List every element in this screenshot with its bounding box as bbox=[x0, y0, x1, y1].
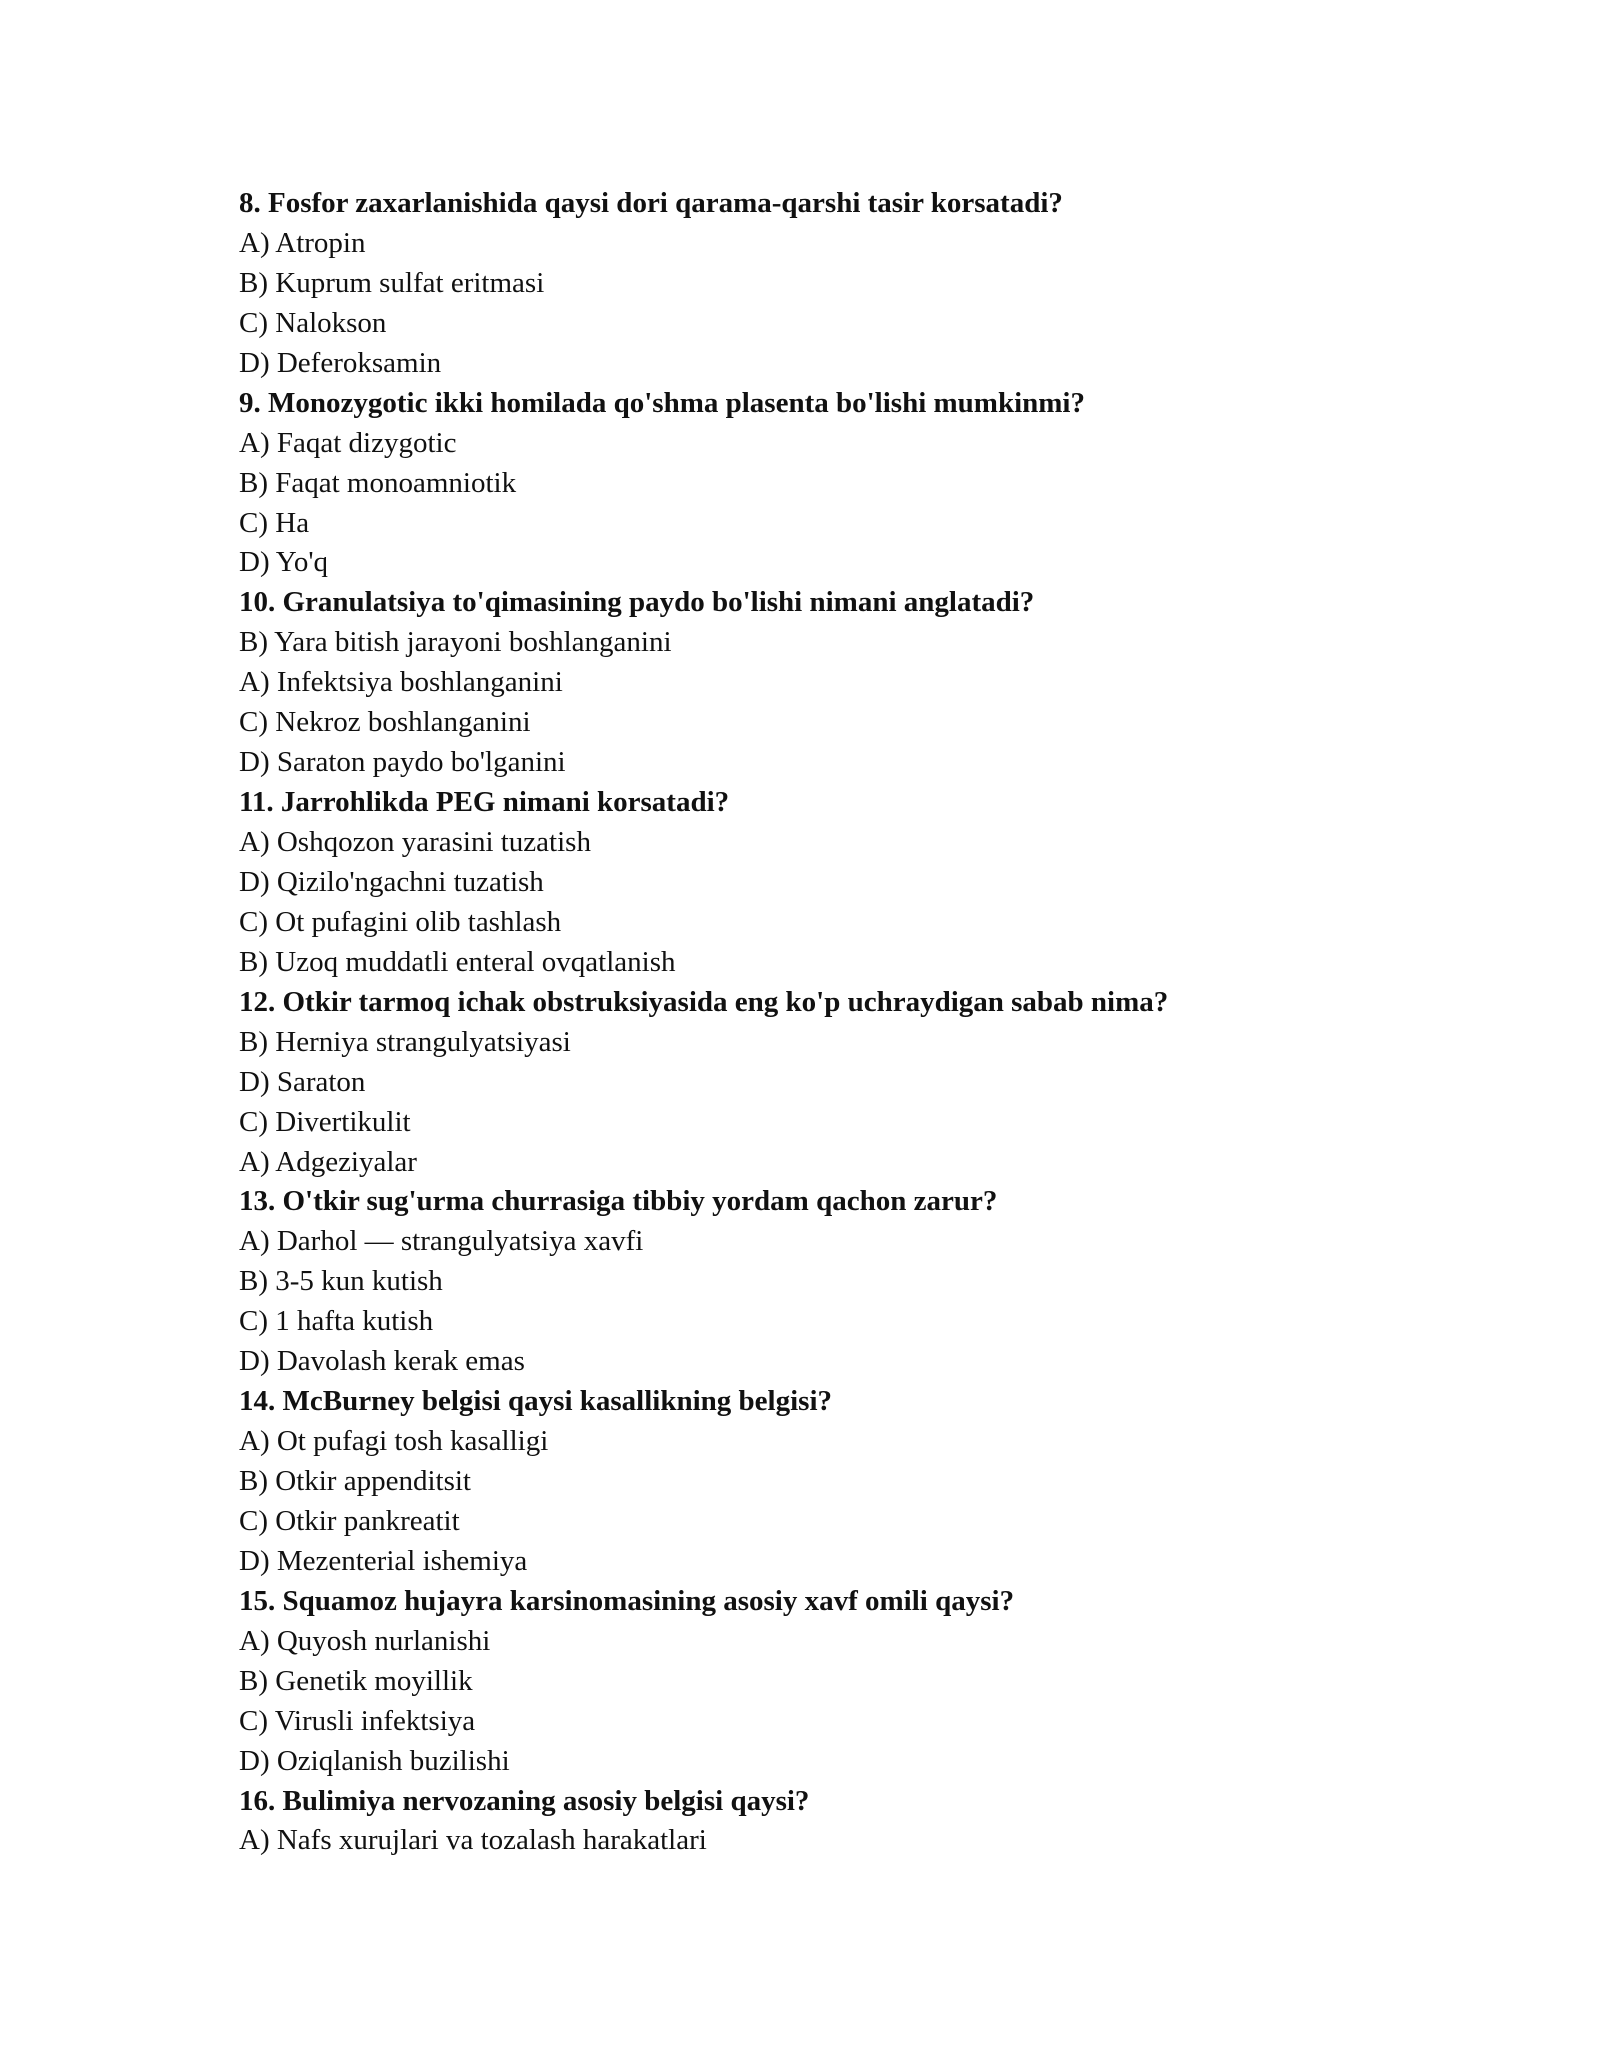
answer-option: C) Virusli infektsiya bbox=[239, 1704, 476, 1737]
answer-option: B) Uzoq muddatli enteral ovqatlanish bbox=[239, 945, 676, 978]
answer-option: D) Saraton bbox=[239, 1065, 366, 1098]
answer-option: C) Ha bbox=[239, 506, 310, 539]
answer-option: B) Faqat monoamniotik bbox=[239, 466, 517, 499]
answer-option: B) Herniya strangulyatsiyasi bbox=[239, 1025, 571, 1058]
answer-option: A) Ot pufagi tosh kasalligi bbox=[239, 1425, 549, 1458]
answer-option: A) Faqat dizygotic bbox=[239, 426, 457, 459]
answer-option: B) Otkir appenditsit bbox=[239, 1465, 471, 1497]
answer-option: A) Oshqozon yarasini tuzatish bbox=[239, 826, 591, 858]
answer-option: A) Adgeziyalar bbox=[239, 1145, 417, 1178]
answer-option: A) Quyosh nurlanishi bbox=[239, 1624, 491, 1657]
answer-option: D) Oziqlanish buzilishi bbox=[239, 1744, 510, 1777]
answer-option: B) Yara bitish jarayoni boshlanganini bbox=[239, 626, 672, 659]
document-page bbox=[239, 184, 1439, 1861]
answer-option: D) Qizilo'ngachni tuzatish bbox=[239, 865, 544, 898]
answer-option: A) Atropin bbox=[239, 226, 366, 259]
question-text: 15. Squamoz hujayra karsinomasining asosiy xavf omili qaysi? bbox=[239, 1584, 1015, 1617]
question-text: 9. Monozygotic ikki homilada qo'shma plasenta bo'lishi mumkinmi? bbox=[239, 386, 1085, 419]
answer-option: B) Kuprum sulfat eritmasi bbox=[239, 266, 545, 299]
question-text: 13. O'tkir sug'urma churrasiga tibbiy yordam qachon zarur? bbox=[239, 1185, 998, 1218]
answer-option: D) Saraton paydo bo'lganini bbox=[239, 746, 566, 779]
answer-option: D) Davolash kerak emas bbox=[239, 1345, 525, 1378]
answer-option: C) Nalokson bbox=[239, 306, 387, 339]
question-text: 10. Granulatsiya to'qimasining paydo bo'lishi nimani anglatadi? bbox=[239, 586, 1035, 619]
answer-option: D) Yo'q bbox=[239, 546, 329, 579]
answer-option: B) 3-5 kun kutish bbox=[239, 1265, 443, 1298]
question-text: 16. Bulimiya nervozaning asosiy belgisi qaysi? bbox=[239, 1784, 810, 1817]
answer-option: C) Ot pufagini olib tashlash bbox=[239, 905, 562, 938]
answer-option: D) Mezenterial ishemiya bbox=[239, 1544, 528, 1577]
question-text: 11. Jarrohlikda PEG nimani korsatadi? bbox=[239, 786, 730, 819]
question-text: 8. Fosfor zaxarlanishida qaysi dori qarama-qarshi tasir korsatadi? bbox=[239, 187, 1063, 219]
answer-option: A) Infektsiya boshlanganini bbox=[239, 666, 563, 699]
answer-option: D) Deferoksamin bbox=[239, 346, 442, 379]
answer-option: B) Genetik moyillik bbox=[239, 1664, 473, 1697]
answer-option: C) 1 hafta kutish bbox=[239, 1305, 434, 1338]
answer-option: A) Nafs xurujlari va tozalash harakatlari bbox=[239, 1824, 707, 1857]
answer-option: C) Otkir pankreatit bbox=[239, 1504, 460, 1537]
answer-option: C) Divertikulit bbox=[239, 1105, 411, 1138]
question-text: 14. McBurney belgisi qaysi kasallikning belgisi? bbox=[239, 1385, 832, 1418]
answer-option: A) Darhol — strangulyatsiya xavfi bbox=[239, 1225, 644, 1258]
answer-option: C) Nekroz boshlanganini bbox=[239, 706, 531, 739]
question-text: 12. Otkir tarmoq ichak obstruksiyasida eng ko'p uchraydigan sabab nima? bbox=[239, 985, 1169, 1018]
